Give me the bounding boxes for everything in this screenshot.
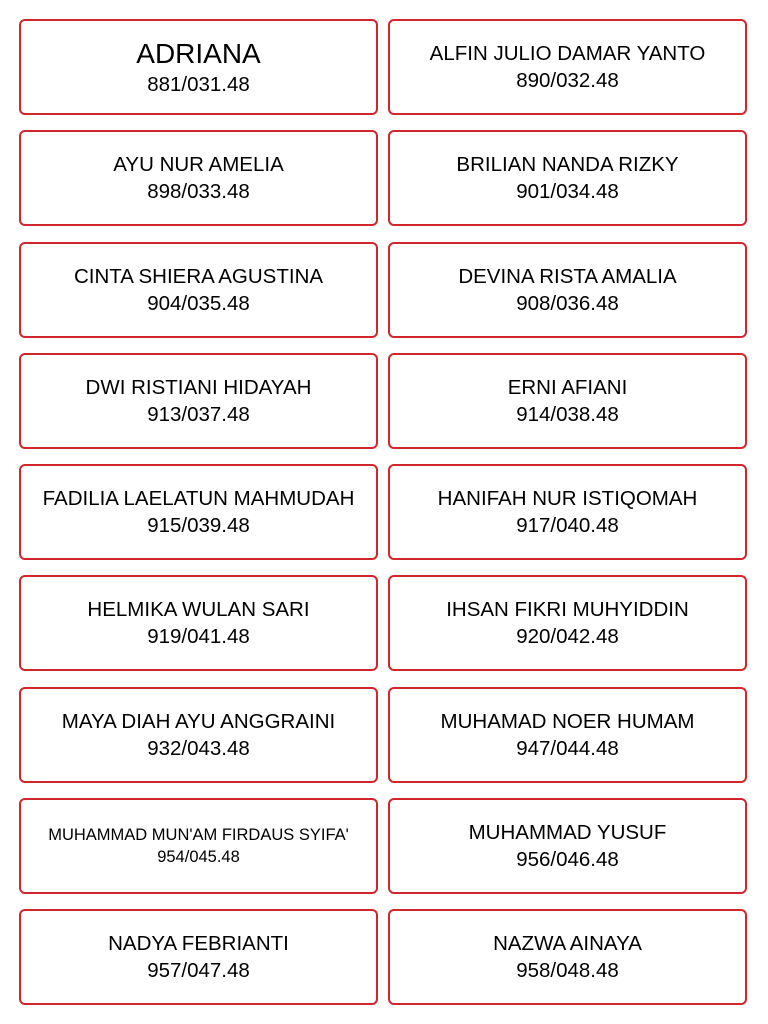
name-card — [19, 19, 378, 115]
card-code: 932/043.48 — [147, 736, 250, 760]
card-name: MUHAMAD NOER HUMAM — [440, 709, 695, 733]
card-name: MUHAMMAD MUN'AM FIRDAUS SYIFA' — [48, 825, 349, 844]
card-code: 908/036.48 — [516, 291, 619, 315]
card-code: 914/038.48 — [516, 402, 619, 426]
name-card — [388, 575, 747, 671]
card-name: MUHAMMAD YUSUF — [468, 820, 667, 844]
card-code: 898/033.48 — [147, 180, 250, 204]
name-card — [19, 353, 378, 449]
card-code: 913/037.48 — [147, 402, 250, 426]
card-name: ERNI AFIANI — [507, 375, 628, 399]
name-card — [19, 798, 378, 894]
name-card — [388, 242, 747, 338]
card-name: ALFIN JULIO DAMAR YANTO — [429, 42, 706, 65]
name-card — [388, 687, 747, 783]
card-code: 890/032.48 — [516, 69, 619, 92]
name-card — [388, 353, 747, 449]
card-code: 958/048.48 — [516, 959, 619, 982]
card-name: DWI RISTIANI HIDAYAH — [85, 375, 312, 399]
card-name: MAYA DIAH AYU ANGGRAINI — [61, 709, 336, 733]
card-name: HELMIKA WULAN SARI — [87, 598, 310, 622]
card-name: NADYA FEBRIANTI — [108, 932, 289, 955]
name-card — [388, 130, 747, 226]
card-code: 904/035.48 — [147, 291, 250, 315]
name-card — [19, 464, 378, 560]
card-name: DEVINA RISTA AMALIA — [458, 264, 677, 288]
card-code: 901/034.48 — [516, 180, 619, 204]
name-card — [19, 909, 378, 1005]
name-card — [388, 464, 747, 560]
name-card — [388, 19, 747, 115]
name-card — [388, 798, 747, 894]
card-name: HANIFAH NUR ISTIQOMAH — [437, 487, 698, 510]
card-code: 920/042.48 — [516, 625, 619, 649]
name-card — [19, 575, 378, 671]
card-code: 917/040.48 — [516, 514, 619, 537]
card-code: 954/045.48 — [157, 847, 240, 866]
card-code: 881/031.48 — [147, 72, 250, 96]
card-code: 915/039.48 — [147, 514, 250, 537]
card-code: 957/047.48 — [147, 959, 250, 982]
card-name: BRILIAN NANDA RIZKY — [456, 153, 679, 177]
name-card — [19, 242, 378, 338]
name-card — [19, 130, 378, 226]
name-card-grid — [19, 19, 747, 1005]
card-name: ADRIANA — [136, 37, 261, 69]
card-name: NAZWA AINAYA — [493, 932, 642, 955]
card-code: 956/046.48 — [516, 847, 619, 871]
card-code: 947/044.48 — [516, 736, 619, 760]
card-name: AYU NUR AMELIA — [113, 153, 284, 177]
name-card — [19, 687, 378, 783]
card-name: FADILIA LAELATUN MAHMUDAH — [42, 487, 355, 510]
card-name: IHSAN FIKRI MUHYIDDIN — [446, 598, 689, 622]
card-name: CINTA SHIERA AGUSTINA — [73, 264, 324, 288]
name-card — [388, 909, 747, 1005]
card-code: 919/041.48 — [147, 625, 250, 649]
